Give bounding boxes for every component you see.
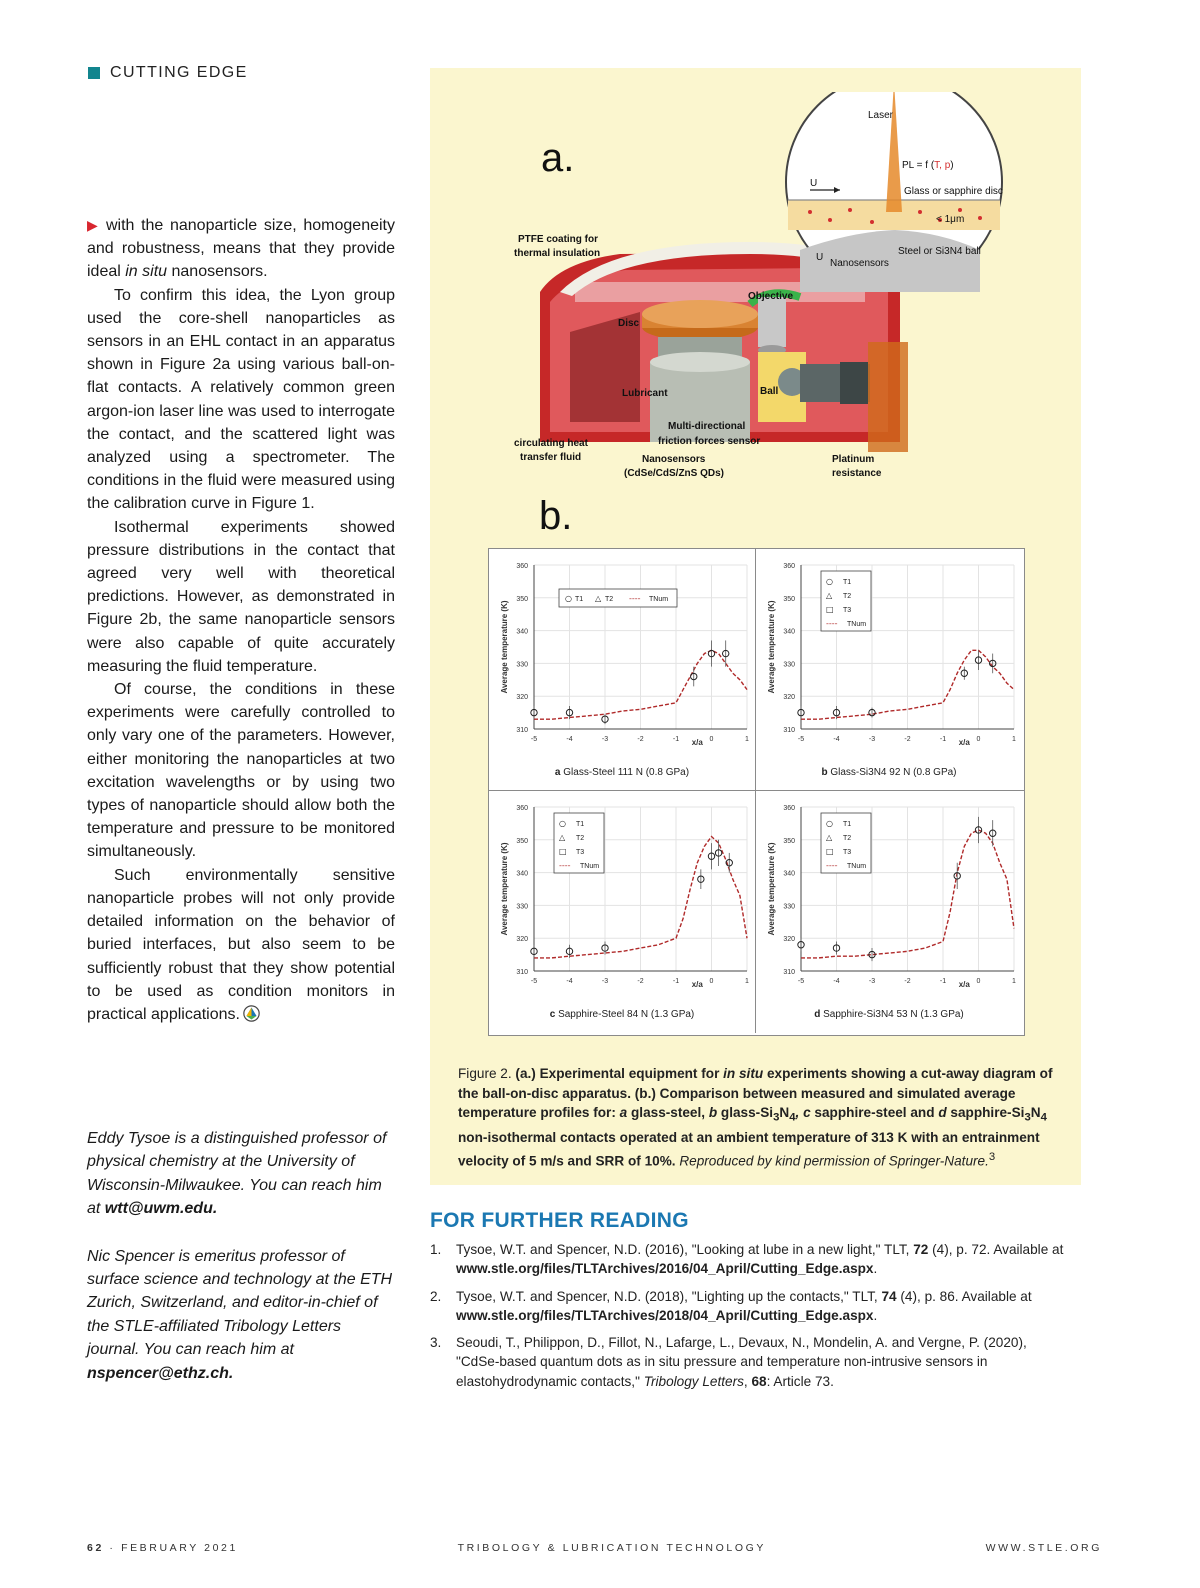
y-tick-label: 340: [516, 870, 528, 878]
y-axis-label: Average temperature (K): [500, 842, 509, 936]
y-tick-label: 320: [516, 936, 528, 944]
legend-symbol: ----: [629, 594, 641, 603]
label-u2: U: [816, 252, 824, 263]
label-u1: U: [810, 178, 818, 189]
x-tick-label: -4: [833, 736, 840, 743]
legend-symbol: ○: [565, 594, 572, 603]
x-axis-label: x/a: [958, 738, 970, 747]
legend-label: TNum: [847, 863, 867, 870]
footer-journal: TRIBOLOGY & LUBRICATION TECHNOLOGY: [457, 1542, 766, 1554]
legend-label: T2: [576, 835, 585, 842]
x-tick-label: 1: [745, 736, 749, 743]
reference-item: 1. Tysoe, W.T. and Spencer, N.D. (2016), "Looking at lube in a new light," TLT, 72 (4), p. 72. Available at www.stle.org/files/TLTArchives/2016/04_April/Cutting_Edge.aspx.: [430, 1242, 1064, 1277]
x-tick-label: 0: [709, 978, 714, 985]
chart-title: d Sapphire-Si3N4 53 N (1.3 GPa): [814, 1009, 964, 1020]
section-marker-icon: [88, 67, 100, 79]
reference-list: [430, 1240, 1070, 1399]
y-tick-label: 320: [516, 694, 528, 702]
x-tick-label: -3: [601, 736, 609, 743]
y-axis-label: Average temperature (K): [767, 600, 776, 694]
y-tick-label: 340: [783, 628, 795, 636]
label-gap: < 1μm: [936, 214, 965, 225]
x-tick-label: -5: [797, 736, 805, 743]
x-tick-label: -1: [939, 978, 947, 985]
x-tick-label: -4: [566, 736, 573, 743]
legend-symbol: △: [826, 833, 833, 842]
legend-symbol: □: [559, 847, 567, 856]
article-body: [87, 214, 395, 1026]
label-nanosensors: Nanosensors: [642, 454, 706, 465]
x-tick-label: -2: [637, 978, 644, 985]
paragraph-3: Isothermal experiments showed pressure distributions in the contact that agreed very well with theoretical predictions. However, as demonstrated in Figure 2b, the same nanoparticle sensors were also capable of quite accurately measuring the fluid temperature.: [87, 518, 395, 675]
legend-symbol: ----: [826, 861, 838, 870]
x-axis-label: x/a: [958, 980, 970, 989]
label-lubricant: Lubricant: [622, 388, 668, 399]
label-platinum-2: resistance: [832, 468, 882, 479]
paragraph-4: Of course, the conditions in these experiments were carefully controlled to only vary one of the parameters. However, either monitoring the nanoparticles at two excitation wavelengths or by using two types of nanoparticle should allow both the temperature and pressure to be monitored simultaneously.: [87, 681, 395, 861]
y-tick-label: 310: [516, 727, 528, 734]
x-tick-label: -1: [939, 736, 947, 743]
figure-b-label: b.: [539, 494, 573, 538]
email-link[interactable]: wtt@uwm.edu.: [104, 1200, 218, 1218]
legend-symbol: △: [826, 591, 833, 600]
apparatus-diagram: [500, 92, 1010, 492]
further-reading-title: FOR FURTHER READING: [430, 1209, 689, 1232]
continued-arrow-icon: ▶: [87, 217, 100, 233]
label-objective: Objective: [748, 291, 794, 302]
y-tick-label: 350: [783, 595, 795, 603]
x-tick-label: 0: [976, 978, 981, 985]
label-fluid: circulating heat: [514, 438, 588, 449]
section-header: [88, 64, 248, 82]
legend-label: T1: [843, 821, 852, 828]
chart-title: c Sapphire-Steel 84 N (1.3 GPa): [549, 1009, 695, 1020]
x-tick-label: 1: [1012, 736, 1016, 743]
y-tick-label: 330: [516, 903, 528, 911]
chart-grid: [488, 548, 1025, 1036]
page-footer: [87, 1542, 1102, 1554]
label-ball-material: Steel or Si3N4 ball: [898, 246, 981, 257]
x-tick-label: -4: [566, 978, 573, 985]
legend-label: T2: [843, 593, 852, 600]
label-ball: Ball: [760, 386, 779, 397]
legend-symbol: ○: [826, 819, 833, 828]
y-tick-label: 330: [516, 661, 528, 669]
label-ptfe: PTFE coating for: [518, 234, 598, 245]
legend-symbol: ○: [559, 819, 566, 828]
legend-label: T3: [576, 849, 585, 856]
y-tick-label: 360: [516, 805, 528, 812]
label-ptfe-2: thermal insulation: [514, 248, 601, 259]
reference-item: 2. Tysoe, W.T. and Spencer, N.D. (2018), "Lighting up the contacts," TLT, 74 (4), p. 86. Available at www.stle.org/files/TLTArchives/2018/04_April/Cutting_Edge.aspx.: [430, 1288, 1032, 1323]
legend-symbol: □: [826, 847, 834, 856]
x-tick-label: -5: [530, 978, 538, 985]
chart-title: a Glass-Steel 111 N (0.8 GPa): [554, 767, 690, 778]
x-tick-label: 0: [976, 736, 981, 743]
y-tick-label: 350: [516, 837, 528, 845]
x-tick-label: -1: [672, 736, 680, 743]
y-tick-label: 360: [783, 563, 795, 570]
x-tick-label: 1: [745, 978, 749, 985]
paragraph-1: ▶ with the nanoparticle size, homogeneity and robustness, means that they provide ideal in situ nanosensors.: [87, 217, 395, 281]
legend-symbol: ----: [826, 619, 838, 628]
y-tick-label: 310: [783, 969, 795, 976]
label-friction-2: friction forces sensor: [658, 436, 761, 447]
legend-label: TNum: [847, 621, 867, 628]
footer-site[interactable]: WWW.STLE.ORG: [985, 1542, 1102, 1554]
chart-d: [756, 791, 1023, 1033]
legend-symbol: □: [826, 605, 834, 614]
paragraph-2: To confirm this idea, the Lyon group used the core-shell nanoparticles as sensors in an EHL contact in an apparatus shown in Figure 2a using various ball-on-flat contacts. A relatively common green argon-ion laser line was used to interrogate the contact, and the scattered light was analyzed using a spectrometer. The conditions in the fluid were measured using the calibration curve in Figure 1.: [87, 286, 395, 513]
x-tick-label: -2: [637, 736, 644, 743]
reference-link[interactable]: www.stle.org/files/TLTArchives/2016/04_April/Cutting_Edge.aspx: [456, 1261, 874, 1277]
x-tick-label: 0: [709, 736, 714, 743]
label-nanosensors-2: (CdSe/CdS/ZnS QDs): [624, 468, 725, 479]
y-tick-label: 350: [783, 837, 795, 845]
chart-c: [489, 791, 756, 1033]
legend-symbol: ----: [559, 861, 571, 870]
x-tick-label: -3: [601, 978, 609, 985]
end-of-article-icon: [243, 1005, 260, 1022]
legend-label: TNum: [649, 596, 669, 603]
chart-b: [756, 549, 1023, 791]
x-tick-label: -2: [904, 736, 911, 743]
reference-item: 3. Seoudi, T., Philippon, D., Fillot, N., Lafarge, L., Devaux, N., Mondelin, A. and Vergne, P. (2020), "CdSe-based quantum dots as in situ pressure and temperature non-intrusive sensors in elastohydrodynamic contacts," Tribology Letters, 68: Article 73.: [430, 1335, 1027, 1389]
paragraph-5: Such environmentally sensitive nanoparticle probes will not only provide detailed information on the behavior of buried interfaces, but also seem to be sufficiently robust that they show potential to be used as condition monitors in practical applications.: [87, 866, 395, 1023]
legend-label: T2: [605, 596, 614, 603]
x-tick-label: 1: [1012, 978, 1016, 985]
y-tick-label: 310: [783, 727, 795, 734]
legend-label: T3: [843, 849, 852, 856]
legend-label: T2: [843, 835, 852, 842]
bio-spencer: Nic Spencer is emeritus professor of surface science and technology at the ETH Zurich, Switzerland, and editor-in-chief of the STLE-affiliated Tribology Letters journal. You can reach him at nspencer@ethz.ch.: [87, 1247, 393, 1382]
y-tick-label: 340: [783, 870, 795, 878]
label-disc: Disc: [618, 318, 640, 329]
label-laser: Laser: [868, 110, 894, 121]
section-title: CUTTING EDGE: [110, 64, 248, 81]
label-disc-material: Glass or sapphire disc: [904, 186, 1003, 197]
x-tick-label: -5: [530, 736, 538, 743]
y-tick-label: 320: [783, 936, 795, 944]
x-tick-label: -3: [868, 736, 876, 743]
bio-tysoe: Eddy Tysoe is a distinguished professor of physical chemistry at the University of Wisconsin-Milwaukee. You can reach him at wtt@uwm.edu.: [87, 1130, 387, 1218]
y-tick-label: 330: [783, 903, 795, 911]
chart-title: b Glass-Si3N4 92 N (0.8 GPa): [821, 767, 957, 778]
x-tick-label: -1: [672, 978, 680, 985]
legend-label: TNum: [580, 863, 600, 870]
x-axis-label: x/a: [691, 980, 703, 989]
figure-a-label: a.: [541, 136, 575, 180]
label-friction: Multi-directional: [668, 421, 746, 432]
email-link[interactable]: nspencer@ethz.ch.: [87, 1364, 234, 1382]
legend-label: T1: [576, 821, 585, 828]
label-platinum: Platinum: [832, 454, 875, 465]
x-axis-label: x/a: [691, 738, 703, 747]
x-tick-label: -5: [797, 978, 805, 985]
x-tick-label: -4: [833, 978, 840, 985]
chart-a: [489, 549, 756, 791]
reference-link[interactable]: www.stle.org/files/TLTArchives/2018/04_April/Cutting_Edge.aspx: [456, 1307, 874, 1323]
legend-symbol: △: [559, 833, 566, 842]
label-pl: PL = f (T, p): [902, 160, 954, 171]
y-tick-label: 360: [783, 805, 795, 812]
y-axis-label: Average temperature (K): [500, 600, 509, 694]
legend-label: T1: [575, 596, 584, 603]
footer-page-date: 62 · FEBRUARY 2021: [87, 1542, 238, 1554]
label-fluid-2: transfer fluid: [520, 452, 582, 463]
label-inset-nanosensors: Nanosensors: [830, 258, 889, 269]
y-tick-label: 350: [516, 595, 528, 603]
author-bios: [87, 1127, 397, 1409]
y-tick-label: 360: [516, 563, 528, 570]
x-tick-label: -2: [904, 978, 911, 985]
y-tick-label: 320: [783, 694, 795, 702]
legend-symbol: △: [595, 594, 602, 603]
y-tick-label: 310: [516, 969, 528, 976]
y-tick-label: 330: [783, 661, 795, 669]
legend-label: T1: [843, 579, 852, 586]
y-axis-label: Average temperature (K): [767, 842, 776, 936]
legend-symbol: ○: [826, 577, 833, 586]
y-tick-label: 340: [516, 628, 528, 636]
x-tick-label: -3: [868, 978, 876, 985]
figure-caption: Figure 2. (a.) Experimental equipment for in situ experiments showing a cut-away diagram of the ball-on-disc apparatus. (b.) Comparison between measured and simulated average temperature profiles for: a glass-steel, b glass-$Si_3N_4$, c sapphire-steel and d sapphire-$Si_3N_4$ non-isothermal contacts operated at an ambient temperature of 313 K with an entrainment velocity of 5 m/s and SRR of 10%. Reproduced by kind permission of Springer-Nature.$^3$: [458, 1066, 1053, 1169]
legend-label: T3: [843, 607, 852, 614]
